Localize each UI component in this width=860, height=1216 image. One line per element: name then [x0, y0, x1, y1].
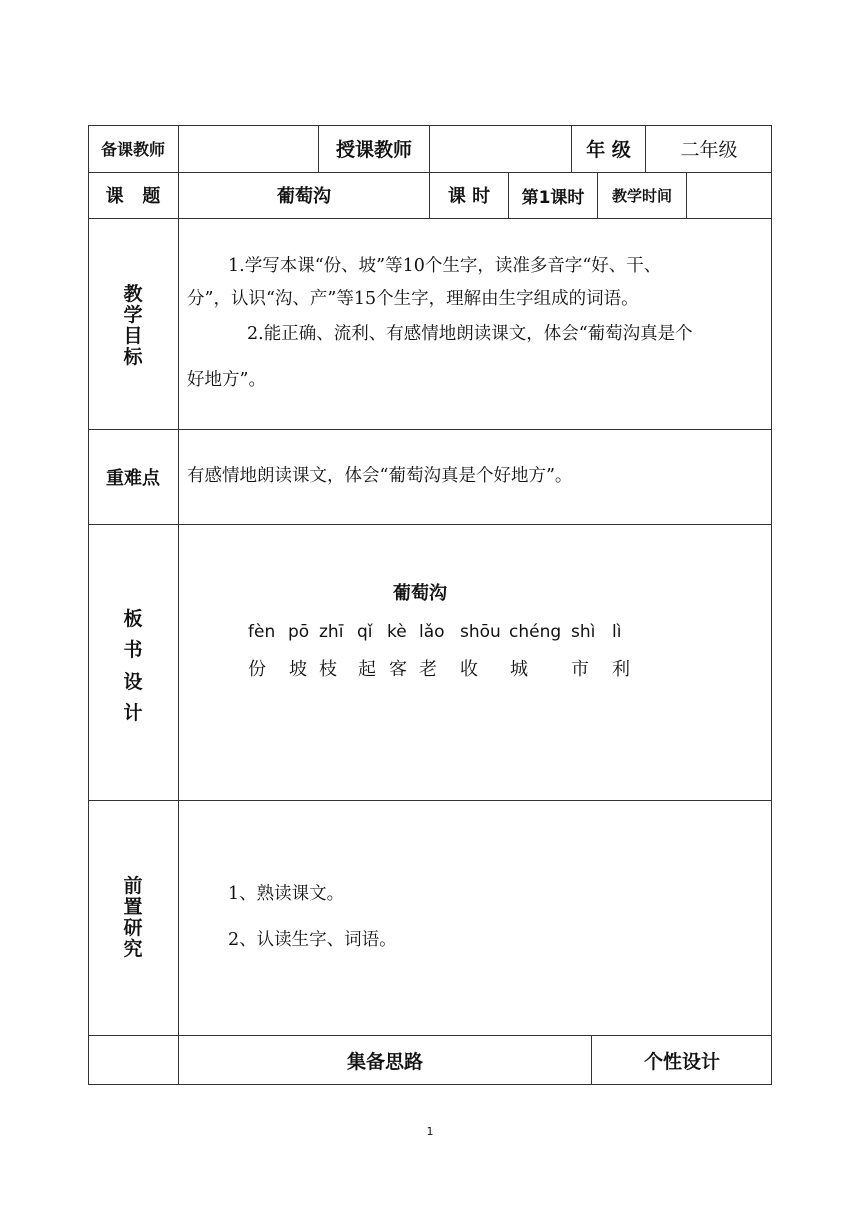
label-char: 计	[123, 702, 143, 725]
lecture-teacher-label: 授课教师	[335, 139, 412, 161]
collective-planning-header: 集备思路	[346, 1051, 423, 1073]
character: 起	[358, 659, 376, 680]
pre-research-item: 2、认读生字、词语。	[228, 930, 397, 950]
pinyin: chéng	[509, 622, 562, 642]
pinyin: lì	[612, 622, 622, 642]
key-points-text: 有感情地朗读课文，体会“葡萄沟真是个好地方”。	[187, 466, 573, 486]
character: 市	[571, 659, 589, 680]
label-char: 板	[123, 608, 143, 630]
label-char: 究	[123, 937, 143, 960]
period-label: 课 时	[447, 186, 491, 207]
objective-line: 好地方”。	[187, 370, 266, 390]
pinyin: pō	[288, 622, 310, 642]
teaching-time-value	[687, 172, 772, 218]
board-title: 葡萄沟	[393, 583, 447, 604]
topic-value: 葡萄沟	[277, 186, 331, 207]
row-divider	[88, 524, 772, 525]
prep-teacher-label: 备课教师	[100, 140, 165, 159]
character: 老	[419, 659, 437, 680]
label-char: 标	[123, 345, 143, 368]
character-row	[0, 655, 860, 679]
prep-teacher-value	[179, 125, 318, 172]
label-char: 书	[123, 639, 143, 662]
row-divider	[88, 800, 772, 801]
character: 坡	[289, 659, 307, 680]
pre-research-item: 1、熟读课文。	[228, 884, 345, 904]
lecture-teacher-value	[430, 125, 571, 172]
pinyin: kè	[387, 622, 407, 642]
page-number: 1	[426, 1125, 434, 1138]
pinyin: fèn	[248, 622, 276, 642]
character: 收	[460, 659, 478, 680]
row-divider	[88, 429, 772, 430]
objectives-label	[121, 284, 145, 368]
key-points-label: 重难点	[106, 467, 160, 489]
period-value: 第1课时	[521, 187, 585, 208]
pinyin-row	[0, 622, 860, 646]
label-char: 教	[123, 283, 143, 305]
character: 城	[510, 659, 528, 680]
grade-value: 二年级	[680, 139, 738, 161]
character: 客	[389, 659, 407, 680]
character: 枝	[319, 659, 337, 680]
pre-research-label	[121, 876, 145, 960]
label-char: 前	[123, 875, 143, 897]
teaching-time-label: 教学时间	[611, 186, 672, 205]
column-divider	[178, 125, 179, 1085]
objective-line: 1.学写本课“份、坡”等10个生字，读准多音字“好、干、	[228, 256, 662, 276]
label-char: 学	[123, 303, 143, 326]
pinyin: shì	[571, 622, 596, 642]
grade-label: 年 级	[586, 139, 631, 161]
topic-label: 课 题	[105, 186, 161, 207]
pinyin: zhī	[319, 622, 344, 642]
pinyin: shōu	[460, 622, 501, 642]
personal-design-header: 个性设计	[643, 1051, 720, 1073]
pinyin: qǐ	[357, 622, 373, 642]
character: 份	[248, 659, 266, 680]
objective-line: 2.能正确、流利、有感情地朗读课文，体会“葡萄沟真是个	[247, 324, 693, 344]
character: 利	[612, 659, 630, 680]
label-char: 研	[123, 916, 143, 939]
objective-line: 分”，认识“沟、产”等15个生字，理解由生字组成的词语。	[187, 289, 639, 309]
label-char: 目	[123, 324, 143, 347]
label-char: 设	[123, 670, 143, 693]
row-divider	[88, 218, 772, 219]
pinyin: lǎo	[419, 622, 445, 642]
label-char: 置	[123, 895, 143, 918]
